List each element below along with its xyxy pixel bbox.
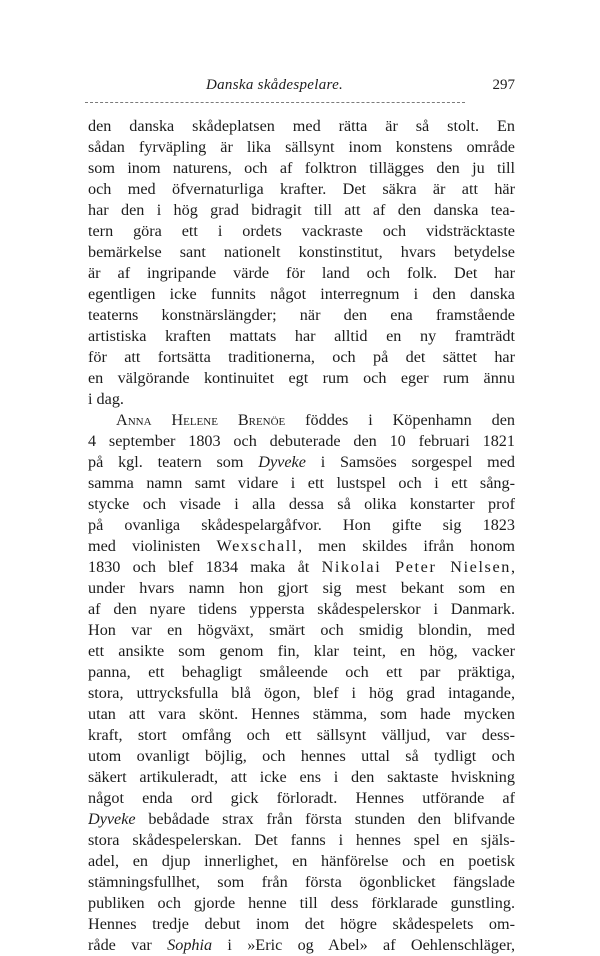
text-line: Dyveke bebådade strax från första stunden den blifvande — [88, 810, 515, 828]
text-line: panna, ett behagligt småleende och ett par präktiga, — [88, 663, 515, 681]
text-line: råde var Sophia i »Eric og Abel» af Oehlenschläger, — [88, 936, 515, 954]
text-line: samma namn samt vidare i ett lustspel och i ett sång- — [88, 474, 515, 492]
text-line: har den i hög grad bidragit till att af den danska tea- — [88, 201, 515, 219]
paragraph-start-line: Anna Helene Brenöe föddes i Köpenhamn den — [116, 411, 515, 429]
text-line: egentligen icke funnits något interregnum i den danska — [88, 285, 515, 303]
text-line: något enda ord gick förloradt. Hennes utförande af — [88, 789, 515, 807]
text-line: är af ingripande värde för land och folk. Det har — [88, 264, 515, 282]
body-text — [88, 116, 515, 956]
running-title: Danska skådespelare. — [206, 77, 344, 93]
text-line: publiken och gjorde henne till dess förklarade gunstling. — [88, 894, 515, 912]
text-line: utan att vara skönt. Hennes stämma, som hade mycken — [88, 705, 515, 723]
text-line: bemärkelse sant nationelt konstinstitut, hvars betydelse — [88, 243, 515, 261]
text-line: stämningsfullhet, som från första ögonblicket fängslade — [88, 873, 515, 891]
running-head — [88, 77, 515, 99]
text-line: under hvars namn hon gjort sig mest bekant som en — [88, 579, 515, 597]
text-line: Hon var en högväxt, smärt och smidig blondin, med — [88, 621, 515, 639]
text-line: i dag. — [88, 390, 124, 408]
text-line: för att fortsätta traditionerna, och på det sättet har — [88, 348, 515, 366]
text-line: kraft, stort omfång och ett sällsynt välljud, var dess- — [88, 726, 515, 744]
text-line: adel, en djup innerlighet, en hänförelse och en poetisk — [88, 852, 515, 870]
text-line: af den nyare tidens yppersta skådespelerskor i Danmark. — [88, 600, 515, 618]
text-line: på kgl. teatern som Dyveke i Samsöes sorgespel med — [88, 453, 515, 471]
text-line: utom ovanligt böjlig, och hennes uttal så tydligt och — [88, 747, 515, 765]
text-line: med violinisten Wexschall, men skildes ifrån honom — [88, 537, 515, 555]
text-line: på ovanliga skådespelargåfvor. Hon gifte sig 1823 — [88, 516, 515, 534]
text-line: Hennes tredje debut inom det högre skådespelets om- — [88, 915, 515, 933]
text-line: en välgörande kontinuitet egt rum och eger rum ännu — [88, 369, 515, 387]
text-line: och med öfvernaturliga krafter. Det säkra är att här — [88, 180, 515, 198]
text-line: stora skådespelerskan. Det fanns i hennes spel en själs- — [88, 831, 515, 849]
text-line: sådan fyrväpling är lika sällsynt inom konstens område — [88, 138, 515, 156]
page-number: 297 — [492, 77, 515, 93]
text-line: teaterns konstnärslängder; när den ena framstående — [88, 306, 515, 324]
text-line: 1830 och blef 1834 maka åt Nikolai Peter Nielsen, — [88, 558, 515, 576]
header-rule — [85, 102, 465, 103]
text-line: 4 september 1803 och debuterade den 10 februari 1821 — [88, 432, 515, 450]
text-line: säkert artikuleradt, att icke ens i den saktaste hviskning — [88, 768, 515, 786]
text-line: den danska skådeplatsen med rätta är så stolt. En — [88, 117, 515, 135]
text-line: tern göra ett i ordets vackraste och vidsträcktaste — [88, 222, 515, 240]
text-line: ett ansikte som genom fin, klar teint, en hög, vacker — [88, 642, 515, 660]
text-line: stora, uttrycksfulla blå ögon, blef i hög grad intagande, — [88, 684, 515, 702]
text-line: som inom naturens, och af folktron tillägges den ju till — [88, 159, 515, 177]
text-line: stycke och visade i alla dessa så olika konstarter prof — [88, 495, 515, 513]
text-line: artistiska kraften mattats har alltid en ny framträdt — [88, 327, 515, 345]
